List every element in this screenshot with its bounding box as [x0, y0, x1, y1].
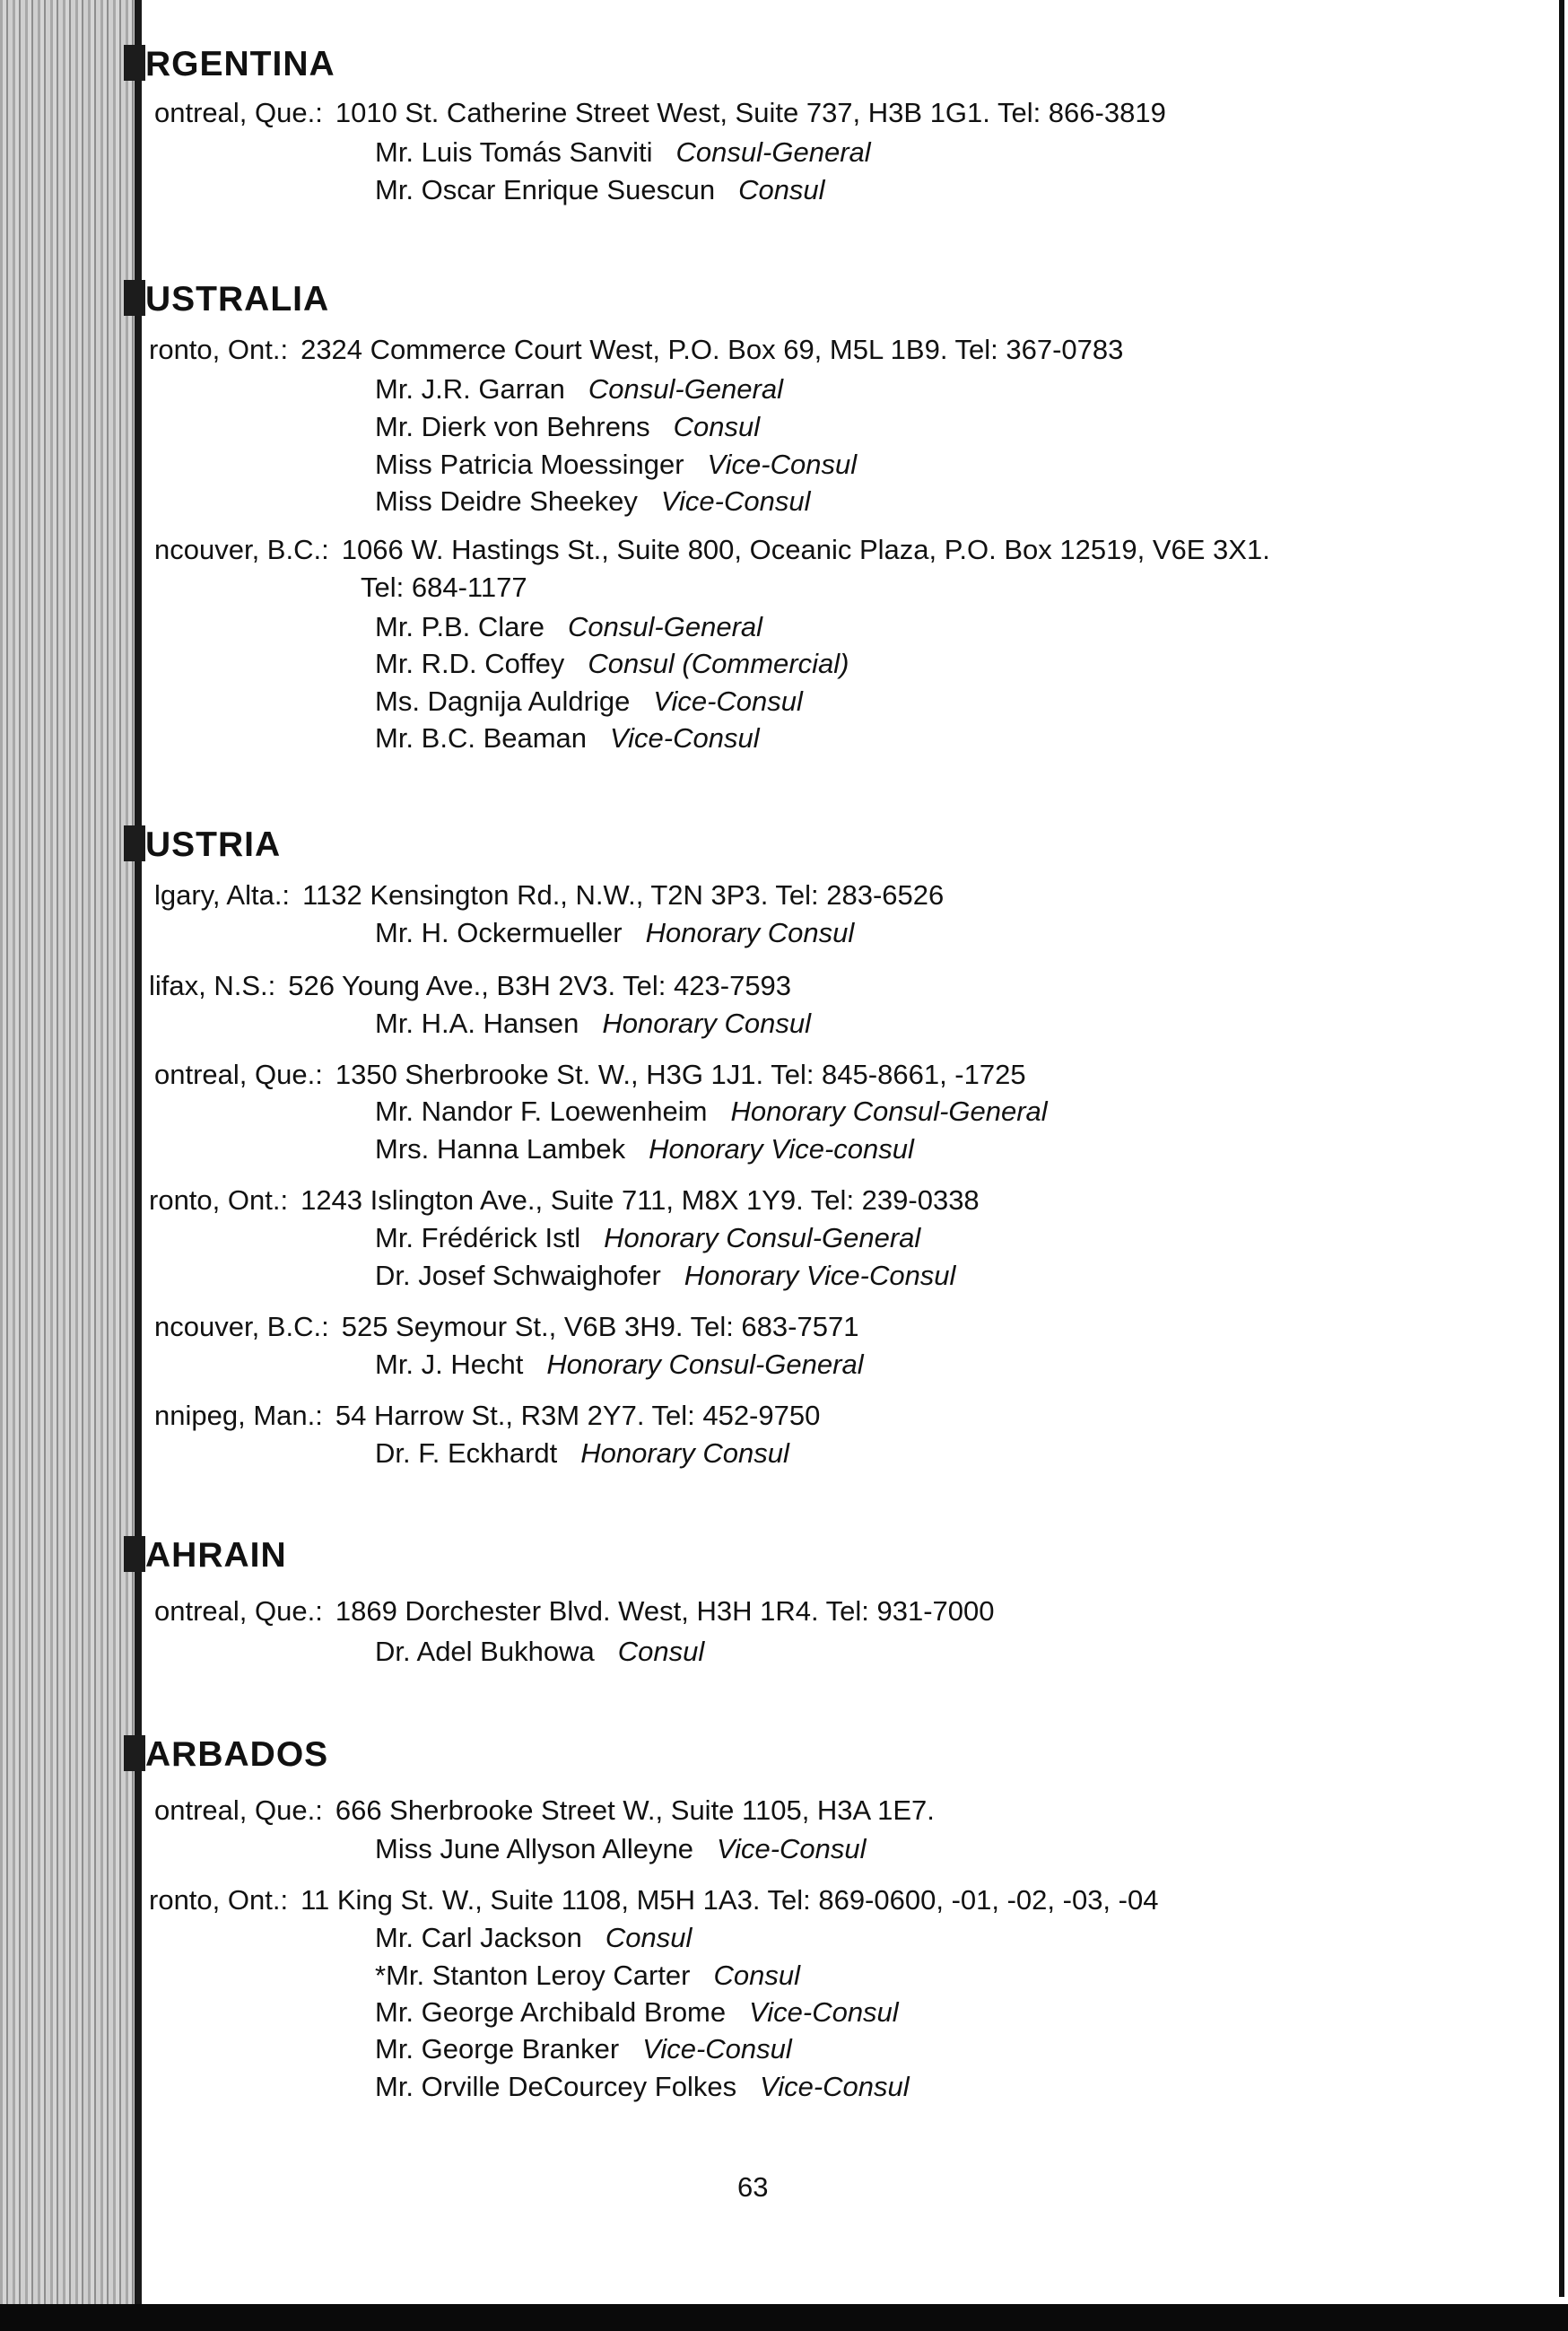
consul-entry: [375, 485, 810, 518]
person-name: Mr. George Archibald Brome: [375, 1996, 727, 2028]
person-title: Honorary Consul-General: [730, 1096, 1048, 1127]
location-city: ontreal, Que.:: [154, 1794, 323, 1826]
person-title: Consul: [617, 1636, 705, 1667]
person-name: *Mr. Stanton Leroy Carter: [375, 1960, 691, 1991]
consul-entry: [375, 917, 854, 949]
consul-entry: [375, 2071, 910, 2103]
consul-entry: [375, 1260, 955, 1292]
person-name: Dr. Adel Bukhowa: [375, 1636, 595, 1667]
person-title: Vice-Consul: [716, 1833, 867, 1864]
person-name: Mr. Carl Jackson: [375, 1922, 582, 1953]
consul-entry: [375, 1096, 1048, 1128]
book-binding-edge: [0, 0, 142, 2331]
person-name: Mr. Oscar Enrique Suescun: [375, 174, 716, 205]
location-line: [154, 1311, 858, 1343]
consul-entry: [375, 411, 760, 443]
location-city: lifax, N.S.:: [149, 970, 276, 1001]
location-line: [149, 1184, 980, 1217]
page-bottom-edge: [0, 2304, 1568, 2331]
consul-entry: [375, 1008, 811, 1040]
person-title: Honorary Consul: [602, 1008, 812, 1039]
binding-shadow: [135, 0, 142, 2331]
location-address: 1243 Islington Ave., Suite 711, M8X 1Y9. Tel: 239-0338: [301, 1184, 980, 1216]
person-title: Vice-Consul: [610, 722, 760, 754]
consul-entry: [375, 1833, 867, 1865]
country-heading: ARBADOS: [145, 1735, 329, 1774]
location-line: [149, 334, 1123, 366]
person-title: Vice-Consul: [749, 1996, 899, 2028]
location-address: 525 Seymour St., V6B 3H9. Tel: 683-7571: [341, 1311, 859, 1342]
person-name: Mr. J. Hecht: [375, 1349, 524, 1380]
person-title: Vice-Consul: [707, 449, 858, 480]
consul-entry: [375, 1133, 914, 1166]
consul-entry: [375, 1922, 692, 1954]
person-name: Miss June Allyson Alleyne: [375, 1833, 693, 1864]
location-city: ontreal, Que.:: [154, 1595, 323, 1627]
location-city: ronto, Ont.:: [149, 1184, 289, 1216]
person-name: Mr. R.D. Coffey: [375, 648, 565, 679]
person-title: Consul: [713, 1960, 800, 1991]
person-title: Consul (Commercial): [588, 648, 849, 679]
consul-entry: [375, 1349, 864, 1381]
consul-entry: [375, 685, 803, 718]
page-right-edge: [1559, 0, 1564, 2297]
person-name: Dr. Josef Schwaighofer: [375, 1260, 661, 1291]
country-heading: RGENTINA: [145, 45, 335, 83]
location-address: 2324 Commerce Court West, P.O. Box 69, M5L 1B9. Tel: 367-0783: [301, 334, 1124, 365]
person-title: Vice-Consul: [660, 485, 811, 517]
consul-entry: [375, 1222, 920, 1254]
location-line: [154, 1794, 935, 1827]
consul-entry: [375, 1636, 704, 1668]
person-title: Honorary Consul-General: [604, 1222, 921, 1253]
person-name: Mr. Frédérick Istl: [375, 1222, 581, 1253]
consul-entry: [375, 2033, 792, 2065]
consul-entry: [375, 1437, 789, 1470]
location-address: 54 Harrow St., R3M 2Y7. Tel: 452-9750: [335, 1400, 821, 1431]
person-title: Vice-Consul: [760, 2071, 910, 2102]
person-name: Mr. J.R. Garran: [375, 373, 565, 405]
clipped-initial-mark: [124, 45, 145, 81]
location-city: ronto, Ont.:: [149, 334, 289, 365]
clipped-initial-mark: [124, 1536, 145, 1572]
clipped-initial-mark: [124, 280, 145, 316]
location-address: 1132 Kensington Rd., N.W., T2N 3P3. Tel: 283-6526: [302, 879, 945, 911]
location-line: [149, 1884, 1158, 1916]
person-name: Mr. H. Ockermueller: [375, 917, 623, 948]
person-name: Mr. H.A. Hansen: [375, 1008, 579, 1039]
country-heading: USTRALIA: [145, 280, 330, 319]
consul-entry: [375, 449, 857, 481]
person-name: Mr. Orville DeCourcey Folkes: [375, 2071, 737, 2102]
person-name: Ms. Dagnija Auldrige: [375, 685, 631, 717]
location-city: ontreal, Que.:: [154, 97, 323, 128]
location-address: 1350 Sherbrooke St. W., H3G 1J1. Tel: 845-8661, -1725: [335, 1059, 1026, 1090]
address-continuation: Tel: 684-1177: [361, 572, 527, 603]
location-city: ncouver, B.C.:: [154, 1311, 329, 1342]
page-number: 63: [737, 2171, 769, 2203]
person-name: Mr. B.C. Beaman: [375, 722, 588, 754]
person-name: Mr. P.B. Clare: [375, 611, 544, 642]
location-city: nnipeg, Man.:: [154, 1400, 323, 1431]
location-line: [154, 879, 944, 912]
location-line: [154, 1059, 1026, 1091]
consul-entry: [375, 1960, 800, 1992]
person-title: Consul-General: [588, 373, 783, 405]
consul-entry: [375, 722, 760, 755]
location-address: 526 Young Ave., B3H 2V3. Tel: 423-7593: [288, 970, 792, 1001]
person-title: Honorary Consul: [645, 917, 855, 948]
location-city: ncouver, B.C.:: [154, 534, 329, 565]
person-name: Mr. Dierk von Behrens: [375, 411, 650, 442]
location-address: 1066 W. Hastings St., Suite 800, Oceanic Plaza, P.O. Box 12519, V6E 3X1.: [341, 534, 1270, 565]
location-line: [154, 534, 1270, 566]
location-city: ronto, Ont.:: [149, 1884, 289, 1916]
person-title: Consul: [738, 174, 825, 205]
location-line: [149, 970, 791, 1002]
consul-entry: [375, 648, 849, 680]
location-city: lgary, Alta.:: [154, 879, 291, 911]
consul-entry: [375, 611, 762, 643]
location-address: 666 Sherbrooke Street W., Suite 1105, H3A 1E7.: [335, 1794, 935, 1826]
person-title: Honorary Consul-General: [546, 1349, 864, 1380]
person-title: Consul: [605, 1922, 693, 1953]
location-city: ontreal, Que.:: [154, 1059, 323, 1090]
person-name: Dr. F. Eckhardt: [375, 1437, 558, 1469]
person-title: Vice-Consul: [653, 685, 803, 717]
consul-entry: [375, 1996, 899, 2029]
location-line: [154, 1400, 820, 1432]
consul-entry: [375, 136, 871, 169]
person-name: Mr. George Branker: [375, 2033, 620, 2065]
person-name: Mrs. Hanna Lambek: [375, 1133, 626, 1165]
consul-entry: [375, 174, 825, 206]
location-line: [154, 1595, 994, 1628]
clipped-initial-mark: [124, 825, 145, 861]
person-title: Consul: [673, 411, 761, 442]
person-title: Vice-Consul: [642, 2033, 792, 2065]
location-line: [154, 97, 1166, 129]
person-title: Honorary Vice-Consul: [684, 1260, 956, 1291]
person-title: Honorary Consul: [580, 1437, 789, 1469]
person-name: Mr. Luis Tomás Sanviti: [375, 136, 653, 168]
location-address: 1010 St. Catherine Street West, Suite 737, H3B 1G1. Tel: 866-3819: [335, 97, 1166, 128]
consul-entry: [375, 373, 783, 406]
person-title: Consul-General: [675, 136, 871, 168]
person-name: Miss Patricia Moessinger: [375, 449, 684, 480]
location-address: 1869 Dorchester Blvd. West, H3H 1R4. Tel: 931-7000: [335, 1595, 995, 1627]
country-heading: AHRAIN: [145, 1536, 287, 1575]
person-name: Mr. Nandor F. Loewenheim: [375, 1096, 708, 1127]
person-name: Miss Deidre Sheekey: [375, 485, 638, 517]
country-heading: USTRIA: [145, 825, 282, 864]
clipped-initial-mark: [124, 1735, 145, 1771]
location-address: 11 King St. W., Suite 1108, M5H 1A3. Tel: 869-0600, -01, -02, -03, -04: [301, 1884, 1159, 1916]
person-title: Honorary Vice-consul: [649, 1133, 914, 1165]
person-title: Consul-General: [567, 611, 763, 642]
